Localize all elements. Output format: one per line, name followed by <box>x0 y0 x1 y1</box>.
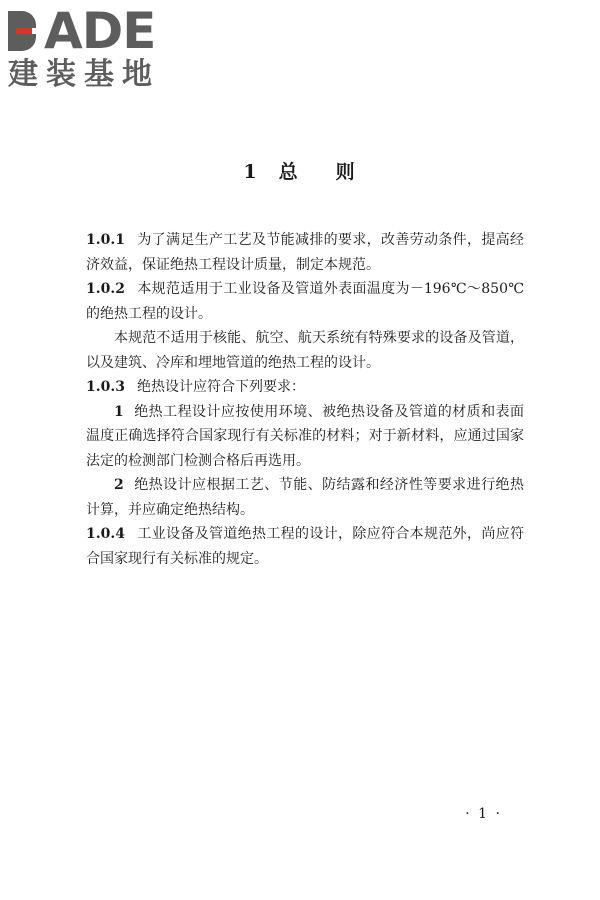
clause-1-0-3 <box>86 375 524 400</box>
chapter-title <box>0 157 600 184</box>
clause-1-0-3-item-2 <box>86 473 524 522</box>
clause-1-0-2-extra: 本规范不适用于核能、航空、航天系统有特殊要求的设备及管道，以及建筑、冷库和埋地管道的绝热工程的设计。 <box>86 330 524 371</box>
clause-number: 1.0.3 <box>86 379 125 395</box>
logo-chinese-text: 建装基地 <box>8 57 160 92</box>
logo-red-bar <box>16 28 32 34</box>
clause-text: 为了满足生产工艺及节能减排的要求，改善劳动条件，提高经济效益，保证绝热工程设计质量，制定本规范。 <box>86 232 524 273</box>
bade-logo <box>8 2 178 92</box>
item-number: 1 <box>114 403 124 420</box>
clause-text: 本规范适用于工业设备及管道外表面温度为－196℃～850℃的绝热工程的设计。 <box>86 281 524 322</box>
clause-1-0-3-item-1 <box>86 400 524 474</box>
clause-text: 绝热设计应符合下列要求： <box>136 379 305 395</box>
item-text: 绝热工程设计应按使用环境、被绝热设备及管道的材质和表面温度正确选择符合国家现行有关标准的材料；对于新材料，应通过国家法定的检测部门检测合格后再选用。 <box>86 403 524 469</box>
document-body <box>86 228 524 571</box>
clause-1-0-4 <box>86 522 524 571</box>
page-number: · 1 · <box>465 806 502 822</box>
logo-latin-text: ADE <box>44 2 156 60</box>
chapter-title-part1: 总 <box>278 161 300 183</box>
clause-number: 1.0.1 <box>86 232 125 248</box>
chapter-number: 1 <box>243 161 259 183</box>
logo-wordmark <box>8 2 178 60</box>
clause-1-0-2 <box>86 277 524 326</box>
clause-number: 1.0.2 <box>86 281 125 297</box>
clause-number: 1.0.4 <box>86 526 125 542</box>
item-text: 绝热设计应根据工艺、节能、防结露和经济性等要求进行绝热计算，并应确定绝热结构。 <box>86 477 524 518</box>
logo-b-mark <box>8 11 42 51</box>
clause-text: 工业设备及管道绝热工程的设计，除应符合本规范外，尚应符合国家现行有关标准的规定。 <box>86 526 524 567</box>
item-number: 2 <box>114 477 124 493</box>
chapter-title-part2: 则 <box>335 161 357 183</box>
clause-1-0-1 <box>86 228 524 277</box>
